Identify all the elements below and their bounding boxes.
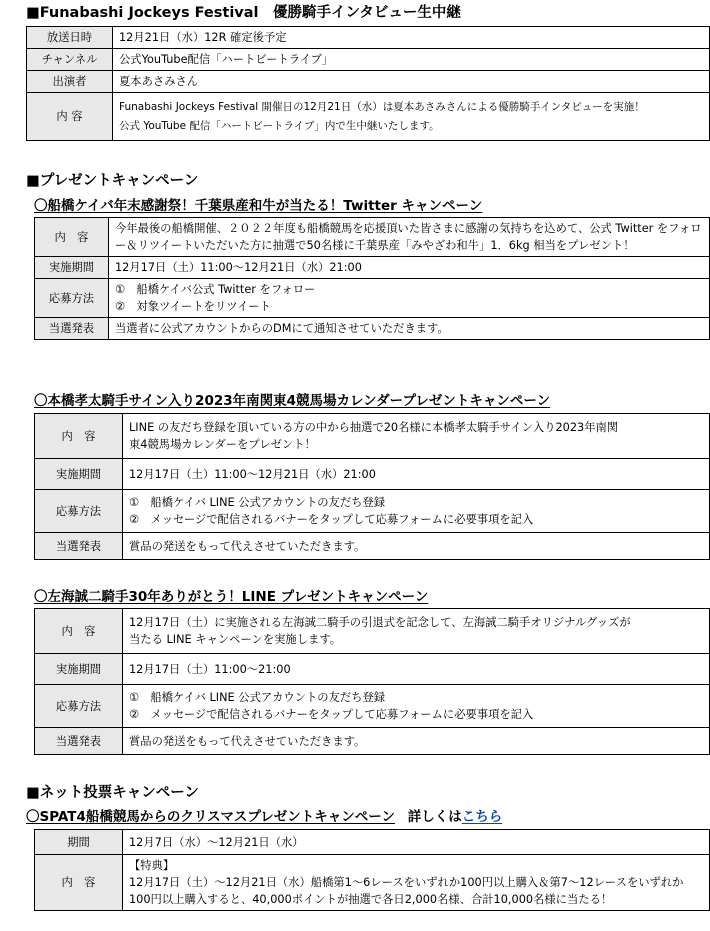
table-row — [35, 414, 710, 459]
row-label: 内 容 — [27, 93, 113, 141]
method-step: ① 船橋ケイバ LINE 公式アカウントの友だち登録 — [129, 691, 386, 704]
period-value: 12月17日（土）11:00～21:00 — [129, 662, 291, 676]
row-label: 内 容 — [35, 218, 109, 257]
row-label: 実施期間 — [35, 654, 123, 685]
calendar-campaign-table — [34, 413, 710, 560]
campaign-title-text: 〇SPAT4船橋競馬からのクリスマスプレゼントキャンペーン — [26, 809, 396, 825]
row-label: 期間 — [35, 830, 123, 855]
content-line: Funabashi Jockeys Festival 開催日の12月21日（水）は夏本あさみさんによる優勝騎手インタビューを実施！ — [119, 100, 645, 113]
details-prefix: 詳しくは — [407, 809, 462, 825]
row-label: 応募方法 — [35, 279, 109, 318]
table-row — [35, 830, 710, 855]
content-line: 12月17日（土）に実施される左海誠二騎手の引退式を記念して、左海誠二騎手オリジナルグッズが — [129, 616, 631, 629]
row-label: チャンネル — [27, 49, 113, 71]
table-row — [27, 71, 710, 93]
period-value: 12月7日（水）～12月21日（水） — [129, 835, 304, 849]
details-link[interactable]: こちら — [461, 809, 503, 825]
table-row — [35, 257, 710, 279]
row-label: 内 容 — [35, 609, 123, 654]
table-row — [35, 218, 710, 257]
table-row — [35, 490, 710, 533]
method-step: ① 船橋ケイバ LINE 公式アカウントの友だち登録 — [129, 496, 386, 509]
table-row — [27, 27, 710, 49]
row-label: 応募方法 — [35, 490, 123, 533]
campaign-title-twitter: 〇船橋ケイバ年末感謝祭！千葉県産和牛が当たる！Twitter キャンペーン — [34, 198, 483, 214]
content-line: 東4競馬場カレンダーをプレゼント！ — [129, 438, 316, 451]
row-label: 実施期間 — [35, 459, 123, 490]
method-step: ① 船橋ケイバ公式 Twitter をフォロー — [115, 283, 316, 296]
period-value: 12月17日（土）11:00～12月21日（水）21:00 — [129, 467, 376, 481]
content-text: 今年最後の船橋開催、２０２２年度も船橋競馬を応援頂いた皆さまに感謝の気持ちを込めて、公式 Twitter をフォロー＆リツイートいただいた方に抽選で50名様に千葉県産「みやざわ和牛」1．6kg 相当をプレゼント！ — [115, 222, 702, 252]
table-row — [27, 93, 710, 141]
announcement-value: 当選者に公式アカウントからのDMにて通知させていただきます。 — [115, 322, 449, 335]
method-step: ② メッセージで配信されるバナーをタップして応募フォームに必要事項を記入 — [129, 513, 534, 526]
row-label: 当選発表 — [35, 728, 123, 755]
table-row — [35, 533, 710, 560]
method-step: ② メッセージで配信されるバナーをタップして応募フォームに必要事項を記入 — [129, 708, 534, 721]
row-label: 内 容 — [35, 414, 123, 459]
method-step: ② 対象ツイートをリツイート — [115, 300, 271, 313]
table-row — [35, 318, 710, 340]
row-label: 出演者 — [27, 71, 113, 93]
period-value: 12月17日（土）11:00～12月21日（水）21:00 — [115, 261, 362, 274]
table-row — [27, 49, 710, 71]
table-row — [35, 609, 710, 654]
row-label: 内 容 — [35, 855, 123, 911]
table-row — [35, 459, 710, 490]
section-title-broadcast: ■Funabashi Jockeys Festival 優勝騎手インタビュー生中継 — [26, 5, 461, 21]
table-row — [35, 685, 710, 728]
broadcast-table — [26, 26, 710, 141]
announcement-value: 賞品の発送をもって代えさせていただきます。 — [129, 539, 366, 553]
row-label: 放送日時 — [27, 27, 113, 49]
section-title-present: ■プレゼントキャンペーン — [26, 173, 199, 189]
row-label: 実施期間 — [35, 257, 109, 279]
table-row — [35, 855, 710, 911]
row-label: 応募方法 — [35, 685, 123, 728]
section-title-net-voting: ■ネット投票キャンペーン — [26, 785, 199, 801]
spat4-campaign-table — [34, 829, 710, 911]
row-label: 当選発表 — [35, 533, 123, 560]
content-line: 当たる LINE キャンペーンを実施します。 — [129, 633, 342, 646]
benefit-text: 12月17日（土）～12月21日（水）船橋第1～6レースをいずれか100円以上購入＆第7～12レースをいずれか100円以上購入すると、40,000ポイントが抽選で各日2,000名様、合計10,000名様に当たる！ — [129, 876, 684, 906]
campaign-title-calendar: 〇本橋孝太騎手サイン入り2023年南関東4競馬場カレンダープレゼントキャンペーン — [34, 393, 551, 409]
twitter-campaign-table — [34, 217, 710, 340]
benefit-heading: 【特典】 — [129, 859, 175, 872]
broadcast-datetime: 12月21日（水）12R 確定後予定 — [119, 31, 287, 44]
row-label: 当選発表 — [35, 318, 109, 340]
performer-value: 夏本あさみさん — [119, 75, 199, 88]
line-campaign-table — [34, 608, 710, 755]
content-line: 公式 YouTube 配信「ハートビートライブ」内で生中継いたします。 — [119, 119, 440, 132]
content-line: LINE の友だち登録を頂いている方の中から抽選で20名様に本橋孝太騎手サイン入り2023年南関 — [129, 421, 619, 434]
channel-value: 公式YouTube配信「ハートビートライブ」 — [119, 53, 334, 66]
table-row — [35, 279, 710, 318]
announcement-value: 賞品の発送をもって代えさせていただきます。 — [129, 734, 366, 748]
campaign-title-spat4 — [26, 808, 502, 826]
table-row — [35, 728, 710, 755]
campaign-title-line: 〇左海誠二騎手30年ありがとう！LINE プレゼントキャンペーン — [34, 589, 429, 605]
table-row — [35, 654, 710, 685]
